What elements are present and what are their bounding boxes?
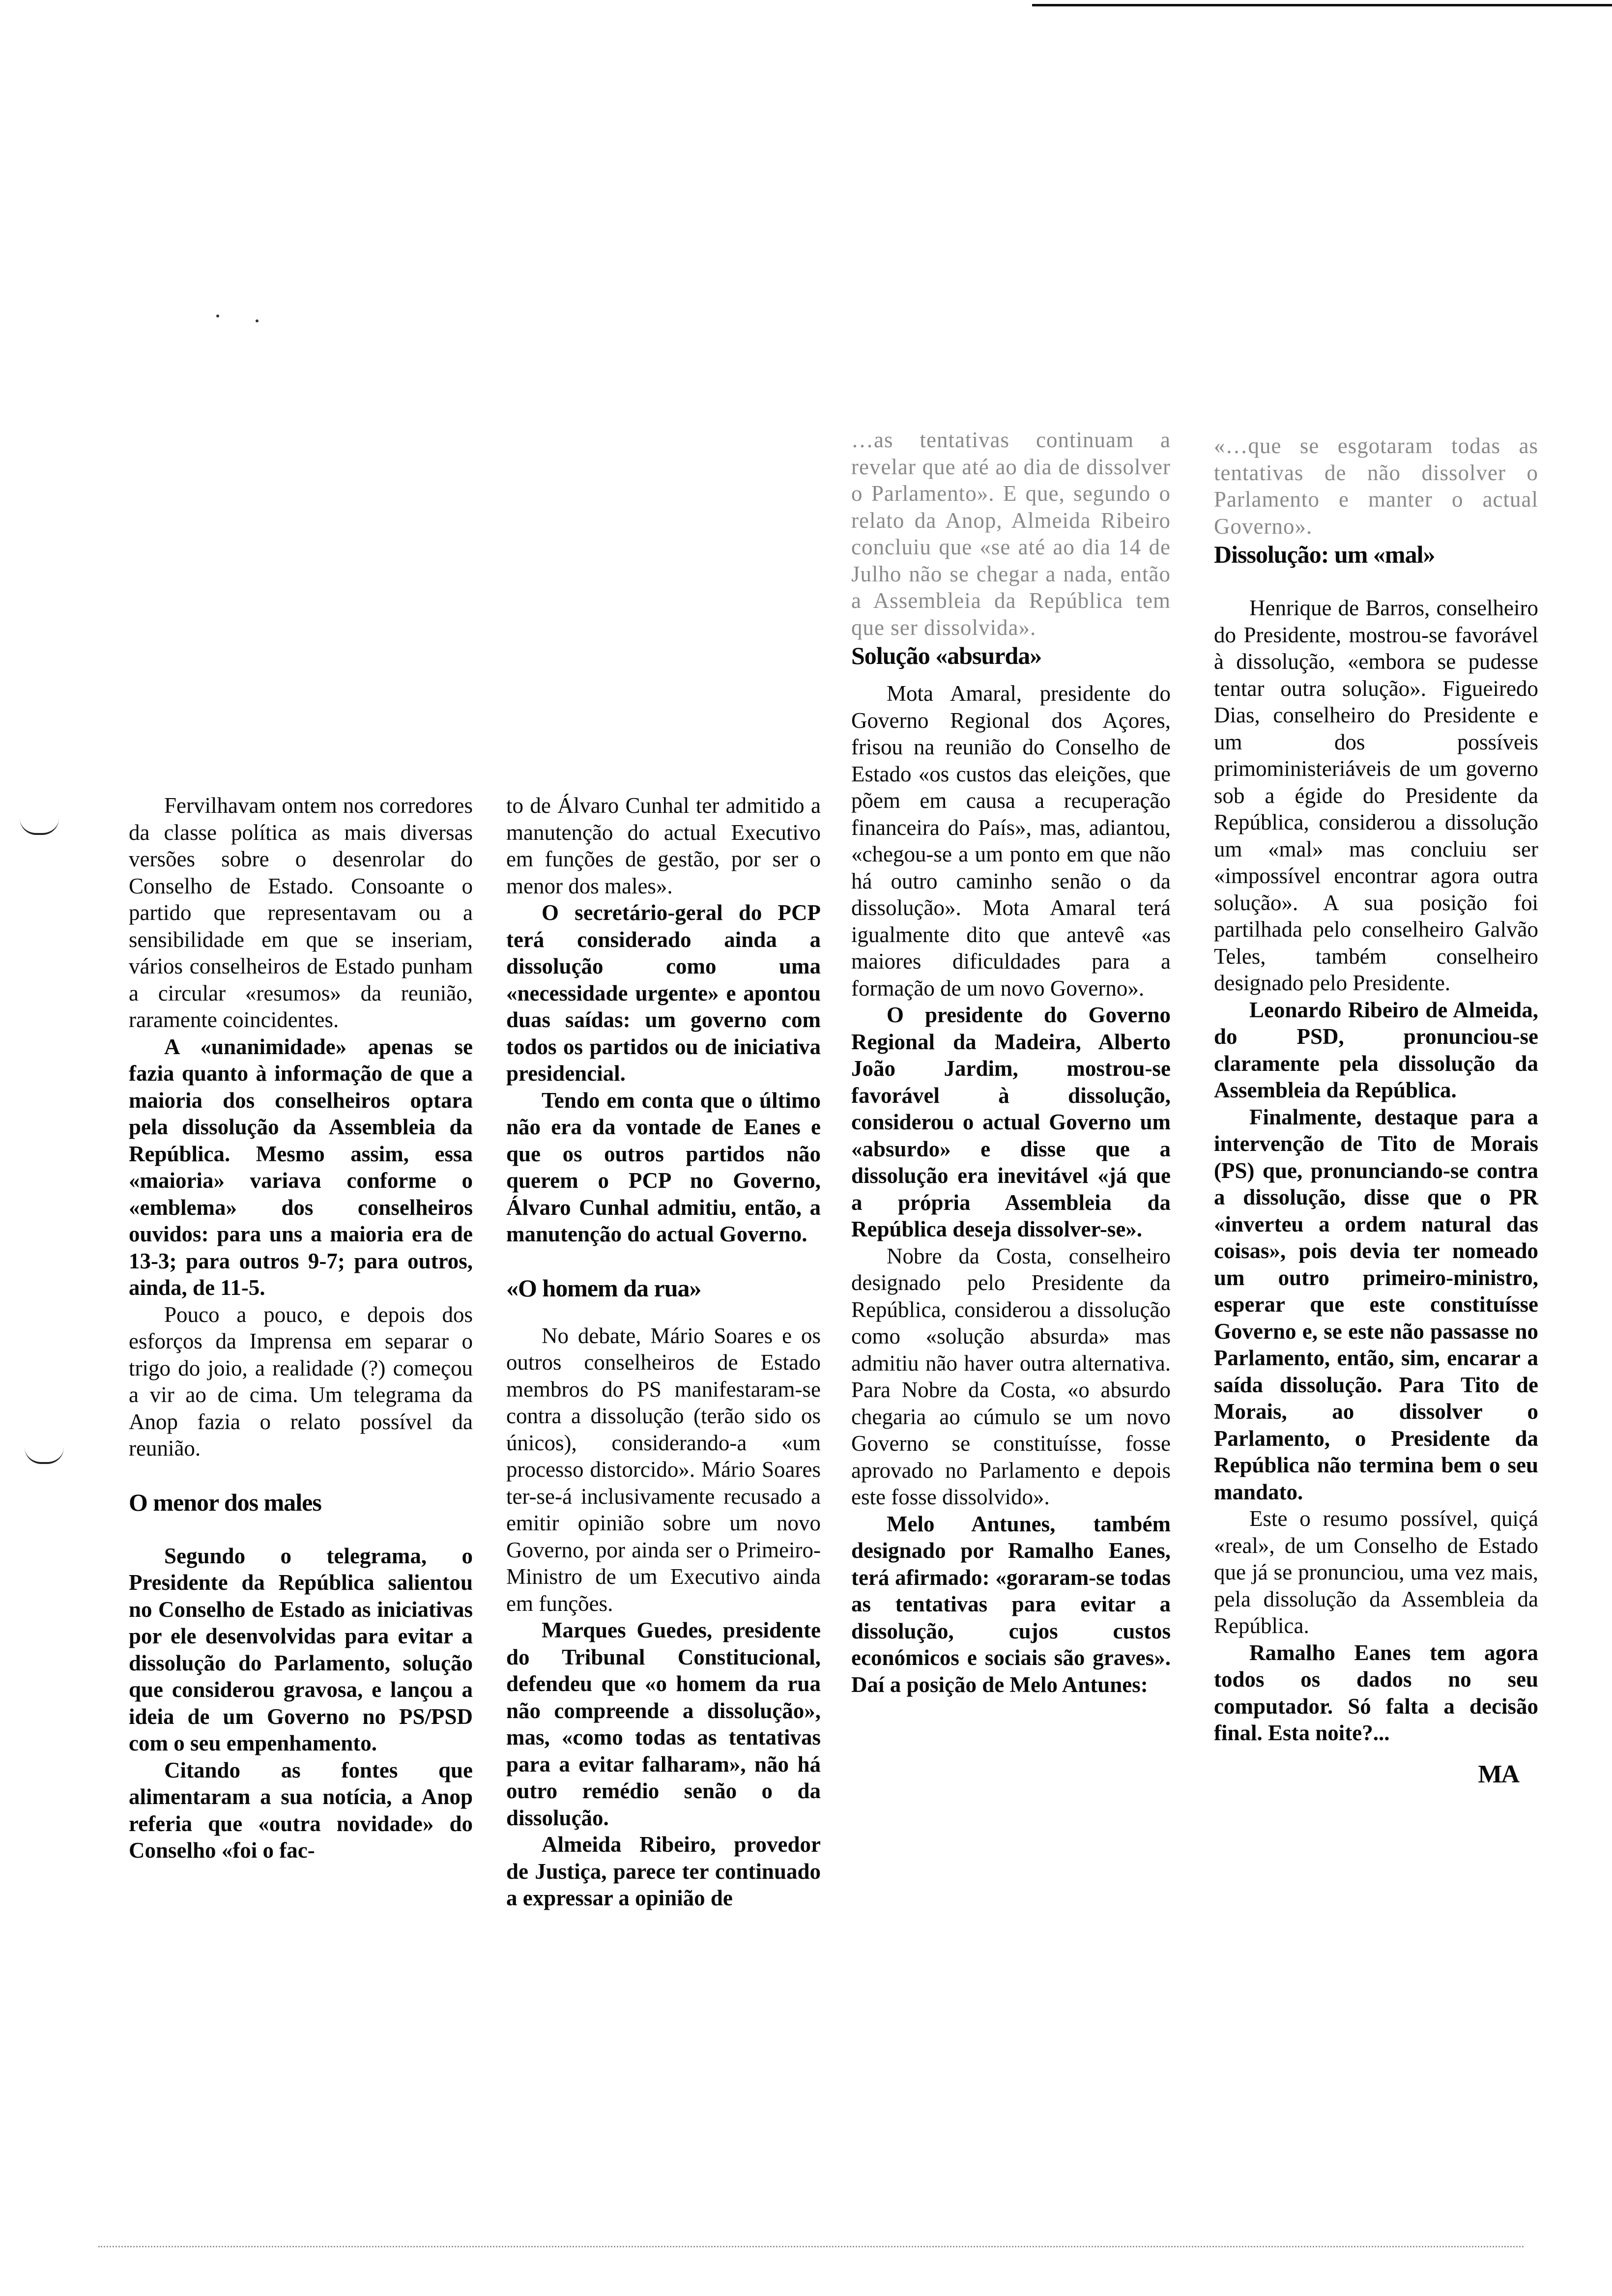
faded-paragraph: …as tentativas continuam a revelar que até ao dia de dissolver o Parlamento». E que, segundo o relato da Anop, Almeida Ribeiro concluiu que «se até ao dia 14 de Julho não se chegar a nada, então a Assembleia da República tem que ser dissolvida». (851, 428, 1171, 640)
paragraph: O secretário-geral do PCP terá considerado ainda a dissolução como uma «necessidade urgente» e apontou duas saídas: um governo com todos os partidos ou de iniciativa presidencial. (506, 900, 821, 1086)
paragraph: Tendo em conta que o último não era da vontade de Eanes e que os outros partidos não querem o PCP no Governo, Álvaro Cunhal admitiu, então, a manutenção do actual Governo. (506, 1088, 821, 1246)
speck (216, 315, 219, 317)
paragraph: O presidente do Governo Regional da Madeira, Alberto João Jardim, mostrou-se favorável à dissolução, considerou o actual Governo um «absurdo» e disse que a dissolução era inevitável «já que a própria Assembleia da República deseja dissolver-se». (851, 1003, 1171, 1241)
scan-noise (98, 2246, 1524, 2247)
section-heading: «O homem da rua» (506, 1274, 701, 1302)
speck (256, 319, 259, 322)
column-3 (851, 427, 1171, 1698)
section-heading: Dissolução: um «mal» (1214, 541, 1435, 568)
paragraph: Citando as fontes que alimentaram a sua notícia, a Anop referia que «outra novidade» do Conselho «foi o fac- (129, 1757, 473, 1863)
paragraph: A «unanimidade» apenas se fazia quanto à informação de que a maioria dos conselheiros optara pela dissolução da Assembleia da República. Mesmo assim, essa «maioria» variava conforme o «emblema» dos conselheiros ouvidos: para uns a maioria era de 13-3; para outros 9-7; para outros, ainda, de 11-5. (129, 1034, 473, 1300)
paragraph: Nobre da Costa, conselheiro designado pelo Presidente da República, considerou a dissolução como «solução absurda» mas admitiu não haver outra alternativa. Para Nobre da Costa, «o absurdo chegaria ao cúmulo se um novo Governo se constituísse, fosse aprovado no Parlamento e depois este fosse dissolvido». (851, 1243, 1171, 1509)
section-heading: Solução «absurda» (851, 642, 1042, 669)
paragraph: to de Álvaro Cunhal ter admitido a manutenção do actual Executivo em funções de gestão, por ser o menor dos males». (506, 793, 821, 898)
column-2 (506, 792, 821, 1912)
paragraph: Pouco a pouco, e depois dos esforços da Imprensa em separar o trigo do joio, a realidade (?) começou a vir ao de cima. Um telegrama da Anop fazia o relato possível da reunião. (129, 1302, 473, 1461)
faded-paragraph: «…que se esgotaram todas as tentativas de não dissolver o Parlamento e manter o actual Governo». (1214, 433, 1538, 539)
author-signature: MA (1478, 1760, 1519, 1788)
paragraph: Marques Guedes, presidente do Tribunal Constitucional, defendeu que «o homem da rua não compreende a dissolução», mas, «como todas as tentativas para a evitar falharam», não há outro remédio senão o da dissolução. (506, 1618, 821, 1830)
paragraph: Henrique de Barros, conselheiro do Presidente, mostrou-se favorável à dissolução, «embora se pudesse tentar outra solução». Figueiredo Dias, conselheiro do Presidente e um dos possíveis primoministeriáveis de um governo sob a égide do Presidente da República, considerou a dissolução um «mal» mas concluiu ser «impossível encontrar agora outra solução». A sua posição foi partilhada pelo conselheiro Galvão Teles, também conselheiro designado pelo Presidente. (1214, 596, 1538, 995)
column-1 (129, 792, 473, 1864)
column-4 (1214, 432, 1538, 1788)
paragraph: Leonardo Ribeiro de Almeida, do PSD, pronunciou-se claramente pela dissolução da Assembleia da República. (1214, 997, 1538, 1102)
paragraph: Este o resumo possível, quiçá «real», de um Conselho de Estado que já se pronunciou, uma vez mais, pela dissolução da Assembleia da República. (1214, 1506, 1538, 1638)
paragraph: Almeida Ribeiro, provedor de Justiça, parece ter continuado a expressar a opinião de (506, 1832, 821, 1910)
binder-hole-mark (25, 1447, 64, 1464)
paragraph: Melo Antunes, também designado por Ramalho Eanes, terá afirmado: «goraram-se todas as tentativas para evitar a dissolução, cujos custos económicos e sociais são graves». Daí a posição de Melo Antunes: (851, 1511, 1171, 1697)
section-heading: O menor dos males (129, 1488, 321, 1516)
paragraph: Ramalho Eanes tem agora todos os dados no seu computador. Só falta a decisão final. Esta noite?... (1214, 1640, 1538, 1745)
paragraph: Mota Amaral, presidente do Governo Regional dos Açores, frisou na reunião do Conselho de Estado «os custos das eleições, que põem em causa a recuperação financeira do País», mas, adiantou, «chegou-se a um ponto em que não há outro caminho senão o da dissolução». Mota Amaral terá igualmente dito que antevê «as maiores dificuldades para a formação de um novo Governo». (851, 681, 1171, 1001)
paragraph: Segundo o telegrama, o Presidente da República salientou no Conselho de Estado as iniciativas por ele desenvolvidas para evitar a dissolução do Parlamento, solução que considerou gravosa, e lançou a ideia de um Governo no PS/PSD com o seu empenhamento. (129, 1543, 473, 1755)
binder-hole-mark (20, 818, 59, 835)
paragraph: Finalmente, destaque para a intervenção de Tito de Morais (PS) que, pronunciando-se contra a dissolução, disse que o PR «inverteu a ordem natural das coisas», pois devia ter nomeado um outro primeiro-ministro, esperar que este constituísse Governo e, se este não passasse no Parlamento, então, sim, encarar a saída dissolução. Para Tito de Morais, ao dissolver o Parlamento, o Presidente da República não termina bem o seu mandato. (1214, 1104, 1538, 1504)
top-rule (1032, 4, 1612, 6)
paragraph: No debate, Mário Soares e os outros conselheiros de Estado membros do PS manifestaram-se contra a dissolução (terão sido os únicos), considerando-a «um processo distorcido». Mário Soares ter-se-á inclusivamente recusado a emitir opinião sobre um novo Governo, por ainda ser o Primeiro-Ministro de um Executivo ainda em funções. (506, 1323, 821, 1616)
paragraph: Fervilhavam ontem nos corredores da classe política as mais diversas versões sobre o desenrolar do Conselho de Estado. Consoante o partido que representavam ou a sensibilidade em que se inseriam, vários conselheiros de Estado punham a circular «resumos» da reunião, raramente coincidentes. (129, 793, 473, 1032)
